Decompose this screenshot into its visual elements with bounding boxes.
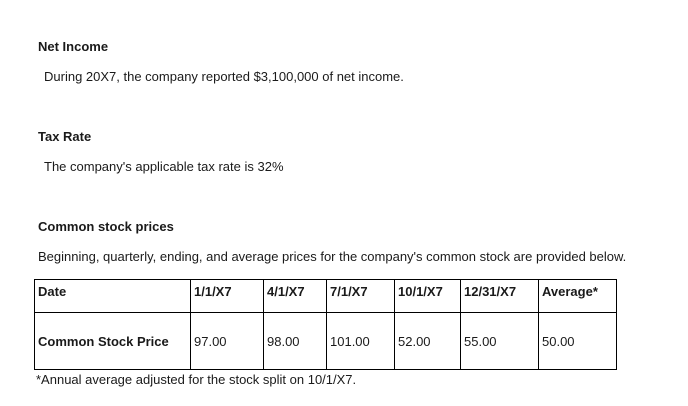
stock-price-table: [34, 279, 617, 370]
table-row: [35, 313, 617, 370]
net-income-text: During 20X7, the company reported $3,100,000 of net income.: [44, 69, 404, 84]
table-cell: 55.00: [461, 313, 539, 370]
column-header: 12/31/X7: [461, 280, 539, 313]
column-header: 10/1/X7: [395, 280, 461, 313]
table-footnote: *Annual average adjusted for the stock split on 10/1/X7.: [36, 372, 357, 387]
net-income-heading: Net Income: [38, 39, 109, 54]
row-label: Common Stock Price: [35, 313, 191, 370]
tax-rate-text: The company's applicable tax rate is 32%: [44, 159, 284, 174]
column-header: Date: [35, 280, 191, 313]
column-header: 1/1/X7: [191, 280, 264, 313]
stock-prices-heading: Common stock prices: [38, 219, 174, 234]
table-cell: 50.00: [539, 313, 617, 370]
stock-prices-intro: Beginning, quarterly, ending, and average prices for the company's common stock are provided below.: [38, 249, 627, 264]
table-header-row: [35, 280, 617, 313]
column-header: 7/1/X7: [327, 280, 395, 313]
table-cell: 97.00: [191, 313, 264, 370]
column-header: Average*: [539, 280, 617, 313]
table-cell: 98.00: [264, 313, 327, 370]
table-cell: 52.00: [395, 313, 461, 370]
column-header: 4/1/X7: [264, 280, 327, 313]
tax-rate-heading: Tax Rate: [38, 129, 92, 144]
table-cell: 101.00: [327, 313, 395, 370]
